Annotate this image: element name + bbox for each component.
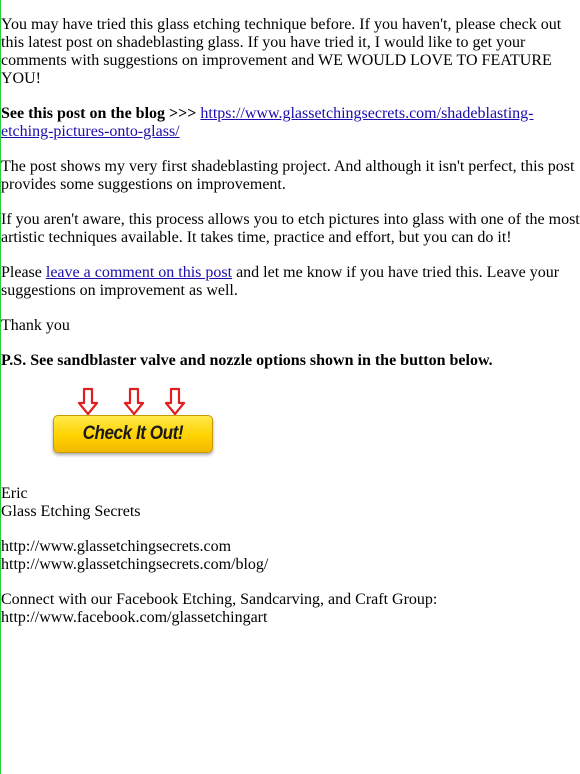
project-paragraph: The post shows my very first shadeblasting project. And although it isn't perfect, this post provides some suggestions on improvement. bbox=[1, 158, 575, 193]
down-arrows-icon bbox=[51, 387, 221, 417]
signature-company: Glass Etching Secrets bbox=[1, 503, 141, 520]
comment-trail-text: and let me know if you have tried this. Leave your suggestions on improvement as well. bbox=[1, 264, 560, 299]
email-body bbox=[1, 16, 580, 627]
facebook-group-text: Connect with our Facebook Etching, Sandcarving, and Craft Group: bbox=[1, 591, 438, 608]
website-url-text: http://www.glassetchingsecrets.com bbox=[1, 538, 232, 555]
blog-link-paragraph bbox=[1, 105, 580, 141]
process-paragraph: If you aren't aware, this process allows you to etch pictures into glass with one of the most artistic techniques available. It takes time, practice and effort, but you can do it! bbox=[1, 211, 580, 246]
down-arrow-icon bbox=[79, 389, 97, 414]
leave-comment-link[interactable]: leave a comment on this post bbox=[45, 264, 233, 281]
comment-lead-text: Please bbox=[1, 264, 46, 281]
check-it-out-label: Check It Out! bbox=[82, 423, 184, 444]
blog-lead-text: See this post on the blog >>> bbox=[1, 105, 197, 122]
signature-block bbox=[1, 485, 580, 627]
signature-spacer bbox=[1, 521, 580, 538]
facebook-url-text: http://www.facebook.com/glassetchingart bbox=[1, 609, 268, 626]
down-arrow-icon bbox=[166, 389, 184, 414]
thank-you-text: Thank you bbox=[1, 317, 70, 334]
intro-paragraph: You may have tried this glass etching technique before. If you haven't, please check out this latest post on shadeblasting glass. If you have tried it, I would like to get your comments with suggestions on improvement and WE WOULD LOVE TO FEATURE YOU! bbox=[1, 16, 562, 87]
comment-paragraph bbox=[1, 264, 580, 300]
signature-name: Eric bbox=[1, 485, 28, 502]
down-arrow-icon bbox=[125, 389, 143, 414]
blog-post-link[interactable]: https://www.glassetchingsecrets.com/shadeblasting-etching-pictures-onto-glass/ bbox=[1, 105, 534, 140]
blog-url-text: http://www.glassetchingsecrets.com/blog/ bbox=[1, 556, 269, 573]
ps-note bbox=[1, 352, 580, 370]
check-it-out-button[interactable] bbox=[53, 415, 213, 453]
signature-spacer bbox=[1, 574, 580, 591]
ps-text: P.S. See sandblaster valve and nozzle options shown in the button below. bbox=[1, 352, 493, 369]
check-it-out-banner[interactable] bbox=[51, 387, 221, 459]
